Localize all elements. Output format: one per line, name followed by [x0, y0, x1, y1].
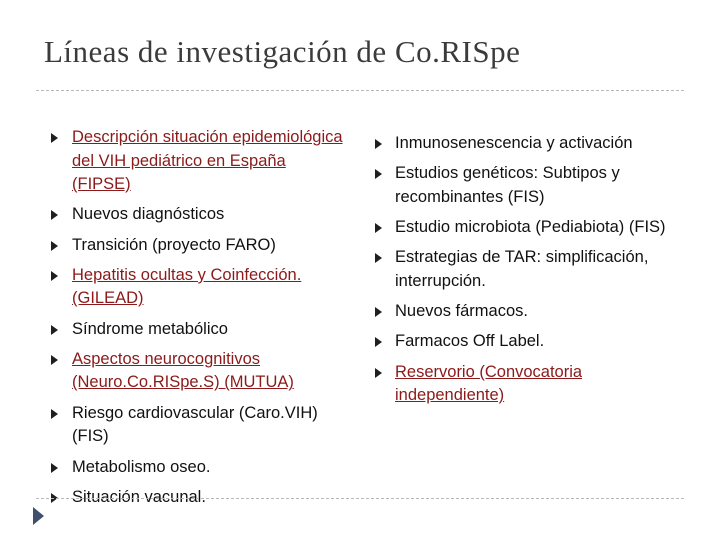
list-item-text: Estudios genéticos: Subtipos y recombinantes (FIS)	[395, 164, 620, 206]
list-item	[48, 203, 348, 227]
bullet-triangle-icon	[375, 169, 382, 179]
slide-title: Líneas de investigación de Co.RISpe	[44, 34, 521, 69]
bullet-triangle-icon	[51, 355, 58, 365]
bullet-triangle-icon	[375, 337, 382, 347]
list-item	[372, 246, 672, 293]
slide-marker-icon	[33, 507, 44, 525]
bullet-triangle-icon	[51, 133, 58, 143]
right-bullet-list	[372, 132, 672, 415]
list-item	[48, 402, 348, 449]
list-item-text: Transición (proyecto FARO)	[72, 235, 276, 254]
bullet-triangle-icon	[375, 223, 382, 233]
list-item[interactable]	[48, 264, 348, 311]
list-item	[372, 300, 672, 324]
list-item-text: Estudio microbiota (Pediabiota) (FIS)	[395, 218, 666, 237]
list-item-text: Situación vacunal.	[72, 487, 206, 506]
left-bullet-list	[48, 126, 348, 516]
list-item	[372, 216, 672, 240]
list-item-text: Farmacos Off Label.	[395, 332, 545, 351]
list-item-link[interactable]: Hepatitis ocultas y Coinfección. (GILEAD)	[72, 265, 302, 308]
bullet-triangle-icon	[51, 210, 58, 220]
list-item	[372, 132, 672, 156]
bullet-triangle-icon	[51, 409, 58, 419]
list-item-link[interactable]: Aspectos neurocognitivos (Neuro.Co.RISpe.S) (MUTUA)	[72, 349, 294, 392]
bullet-triangle-icon	[375, 253, 382, 263]
list-item-text: Riesgo cardiovascular (Caro.VIH) (FIS)	[72, 403, 318, 446]
bullet-triangle-icon	[51, 463, 58, 473]
bullet-triangle-icon	[51, 325, 58, 335]
list-item[interactable]	[48, 348, 348, 395]
list-item	[48, 318, 348, 342]
bullet-triangle-icon	[51, 241, 58, 251]
list-item-text: Nuevos fármacos.	[395, 302, 528, 321]
list-item	[372, 330, 672, 354]
bullet-triangle-icon	[51, 271, 58, 281]
bullet-triangle-icon	[375, 307, 382, 317]
list-item-link[interactable]: Reservorio (Convocatoria independiente)	[395, 362, 583, 405]
title-divider	[36, 90, 684, 91]
list-item	[372, 162, 672, 209]
bullet-triangle-icon	[375, 368, 382, 378]
list-item[interactable]	[48, 126, 348, 197]
bullet-triangle-icon	[375, 139, 382, 149]
list-item	[48, 456, 348, 480]
list-item-text: Inmunosenescencia y activación	[395, 134, 633, 152]
list-item-text: Metabolismo oseo.	[72, 457, 211, 476]
list-item-text: Nuevos diagnósticos	[72, 205, 225, 224]
list-item[interactable]	[372, 361, 672, 408]
footer-divider	[36, 498, 684, 499]
list-item-text: Estrategias de TAR: simplificación, interrupción.	[395, 248, 649, 290]
list-item	[48, 234, 348, 258]
list-item-link[interactable]: Descripción situación epidemiológica del VIH pediátrico en España (FIPSE)	[72, 128, 343, 193]
list-item-text: Síndrome metabólico	[72, 319, 228, 338]
